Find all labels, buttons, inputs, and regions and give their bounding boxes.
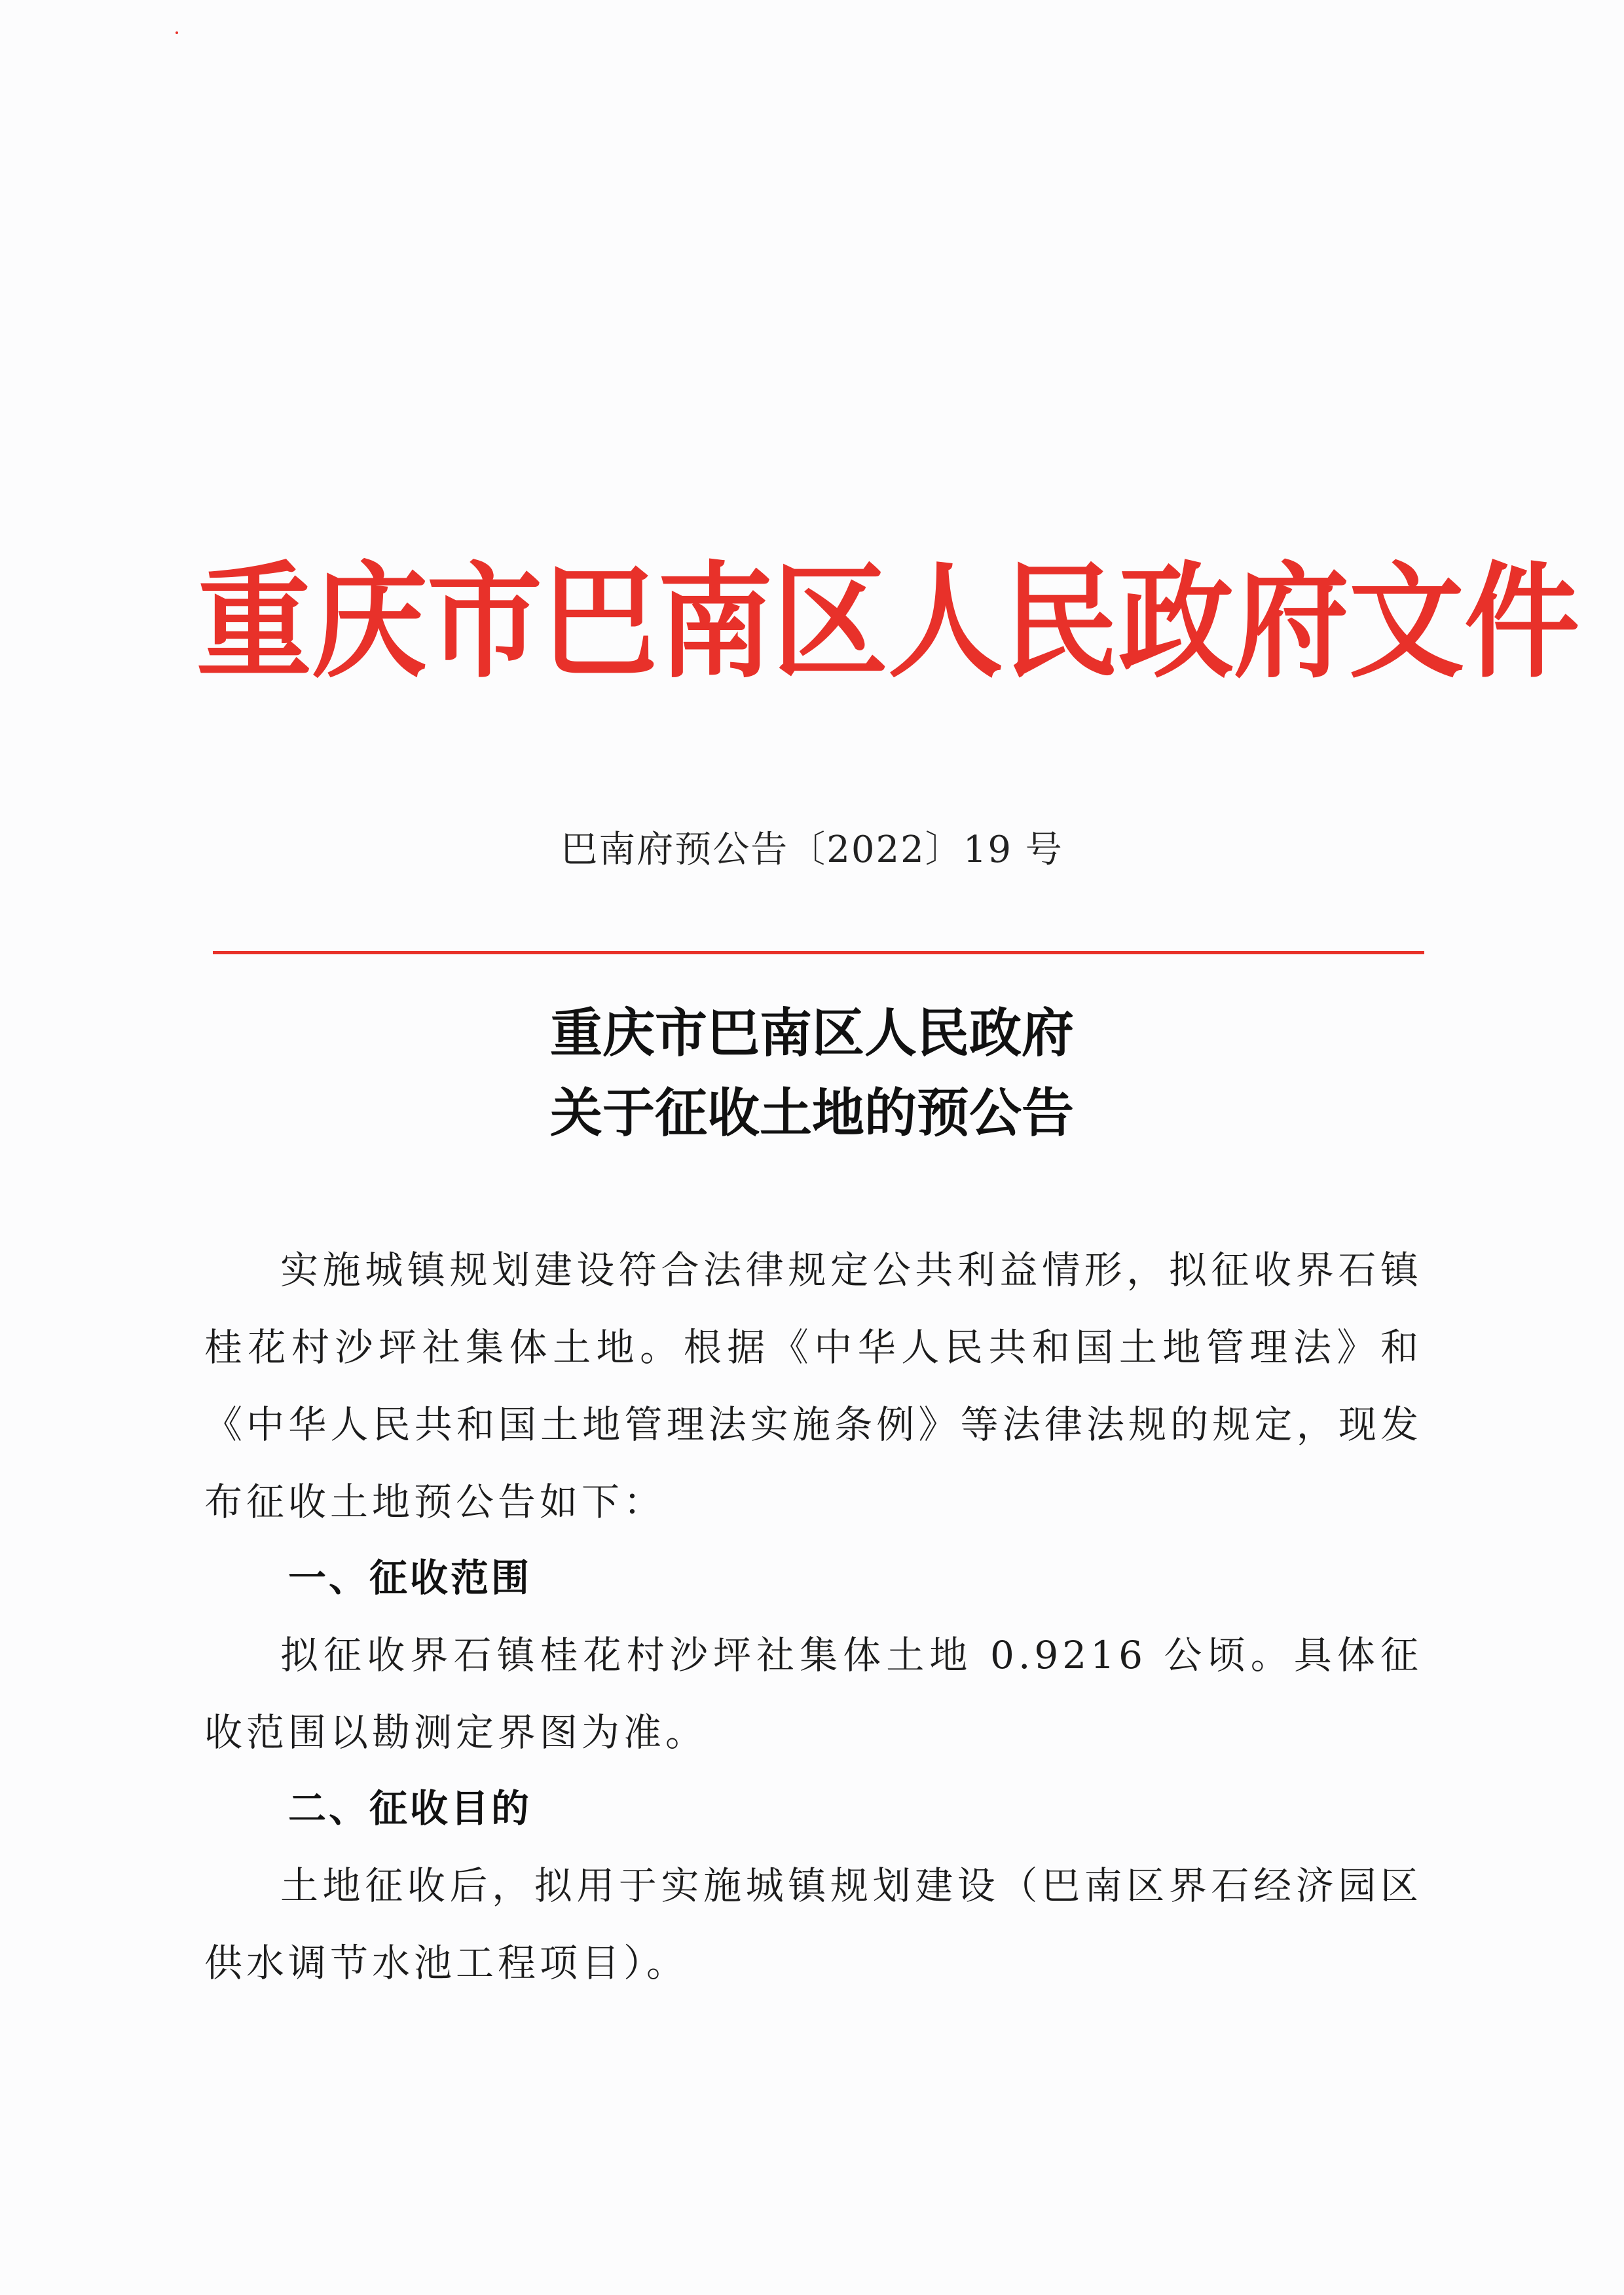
- section-heading-purpose: 二、征收目的: [288, 1786, 532, 1831]
- masthead-title: 重庆市巴南区人民政府文件: [196, 548, 1580, 696]
- section-purpose-block: [204, 1847, 1422, 2002]
- section-scope-text: 拟征收界石镇桂花村沙坪社集体土地 0.9216 公顷。具体征收范围以勘测定界图为准。: [204, 1633, 1422, 1755]
- section-scope-block: [204, 1616, 1422, 1771]
- document-number: 巴南府预公告〔2022〕19 号: [561, 829, 1063, 871]
- notice-title-line-1: 重庆市巴南区人民政府: [550, 1002, 1074, 1064]
- intro-paragraph: 实施城镇规划建设符合法律规定公共利益情形，拟征收界石镇桂花村沙坪社集体土地。根据《中华人民共和国土地管理法》和《中华人民共和国土地管理法实施条例》等法律法规的规定，现发布征收土地预公告如下：: [204, 1248, 1422, 1524]
- red-divider: [213, 951, 1424, 954]
- section-purpose-text: 土地征收后，拟用于实施城镇规划建设（巴南区界石经济园区供水调节水池工程项目）。: [204, 1863, 1422, 1985]
- red-mark: [175, 31, 178, 34]
- intro-paragraph-block: [204, 1231, 1422, 1540]
- section-heading-scope: 一、征收范围: [288, 1556, 532, 1600]
- notice-title-line-2: 关于征收土地的预公告: [550, 1082, 1074, 1144]
